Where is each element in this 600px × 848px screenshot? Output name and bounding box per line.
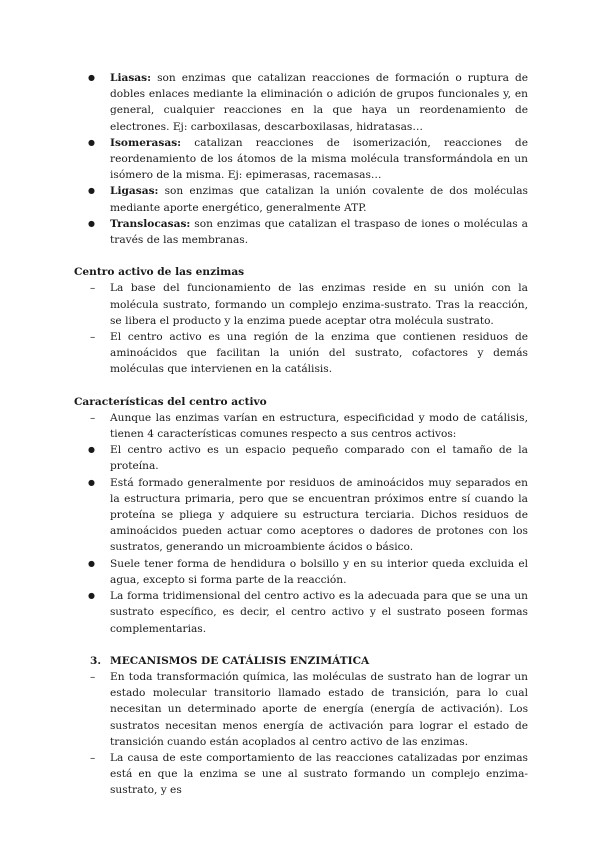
list-item: ● El centro activo es un espacio pequeño comparado con el tamaño de la proteína. — [74, 442, 528, 474]
item-text: son enzimas que catalizan el traspaso de iones o moléculas a través de las membranas. — [110, 217, 528, 247]
list-item — [74, 135, 528, 184]
list-item: ● Suele tener forma de hendidura o bolsillo y en su interior queda excluida el agua, excepto si forma parte de la reacción. — [74, 556, 528, 588]
heading-text: MECANISMOS DE CATÁLISIS ENZIMÁTICA — [110, 654, 370, 667]
list-item: – La base del funcionamiento de las enzimas reside en su unión con la molécula sustrato, formando un complejo enzima-sustrato. Tras la reacción, se libera el producto y la enzima puede aceptar otra molécula sustrato. — [74, 280, 528, 329]
item-text: son enzimas que catalizan la unión covalente de dos moléculas mediante aporte energético, generalmente ATP. — [110, 185, 528, 214]
list-item — [74, 216, 528, 248]
list-item: ● La forma tridimensional del centro activo es la adecuada para que se una un sustrato específico, es decir, el centro activo y el sustrato poseen formas complementarias. — [74, 588, 528, 637]
mecanismos-list — [74, 669, 528, 799]
term-isomerasas: Isomerasas: — [110, 136, 182, 149]
list-item: – El centro activo es una región de la enzima que contienen residuos de aminoácidos que facilitan la unión del sustrato, cofactores y demás moléculas que intervienen en la catálisis. — [74, 329, 528, 378]
enzyme-classes-list — [74, 70, 528, 248]
list-item: – En toda transformación química, las moléculas de sustrato han de lograr un estado molecular transitorio llamado estado de transición, para lo cual necesitan un determinado aporte de energía (energía de activación). Los sustratos necesitan menos energía de activación para lograr el estado de transición cuando están acoplados al centro activo de las enzimas. — [74, 669, 528, 750]
heading-number: 3. — [90, 654, 102, 667]
list-item — [74, 70, 528, 135]
heading-centro-activo: Centro activo de las enzimas — [74, 266, 245, 279]
term-liasas: Liasas: — [110, 72, 152, 84]
item-text: son enzimas que catalizan reacciones de formación o ruptura de dobles enlaces mediante la eliminación o adición de grupos funcionales y, en general, cualquier reacciones en la que haya un reordenamiento de electrones. Ej: carboxilasas, descarboxilasas, hidratasas… — [110, 72, 528, 133]
list-item: – Aunque las enzimas varían en estructura, especificidad y modo de catálisis, tienen 4 características comunes respecto a sus centros activos: — [74, 410, 528, 442]
heading-mecanismos — [74, 653, 528, 669]
heading-caracteristicas: Características del centro activo — [74, 395, 267, 408]
caracteristicas-list — [74, 410, 528, 637]
list-item: – La causa de este comportamiento de las reacciones catalizadas por enzimas está en que la enzima se une al sustrato formando un complejo enzima-sustrato, y es — [74, 750, 528, 799]
item-text: catalizan reacciones de isomerización, reacciones de reordenamiento de los átomos de la misma molécula transformándola en un isómero de la misma. Ej: epimerasas, racemasas… — [110, 136, 528, 182]
list-item: ● Está formado generalmente por residuos de aminoácidos muy separados en la estructura primaria, pero que se encuentran próximos entre sí cuando la proteína se pliega y adquiere su estructura terciaria. Dichos residuos de aminoácidos pueden actuar como aceptores o dadores de protones con los sustratos, generando un microambiente ácidos o básico. — [74, 475, 528, 556]
centro-activo-list — [74, 280, 528, 377]
list-item — [74, 183, 528, 215]
term-translocasas: Translocasas: — [110, 217, 191, 230]
term-ligasas: Ligasas: — [110, 185, 159, 198]
